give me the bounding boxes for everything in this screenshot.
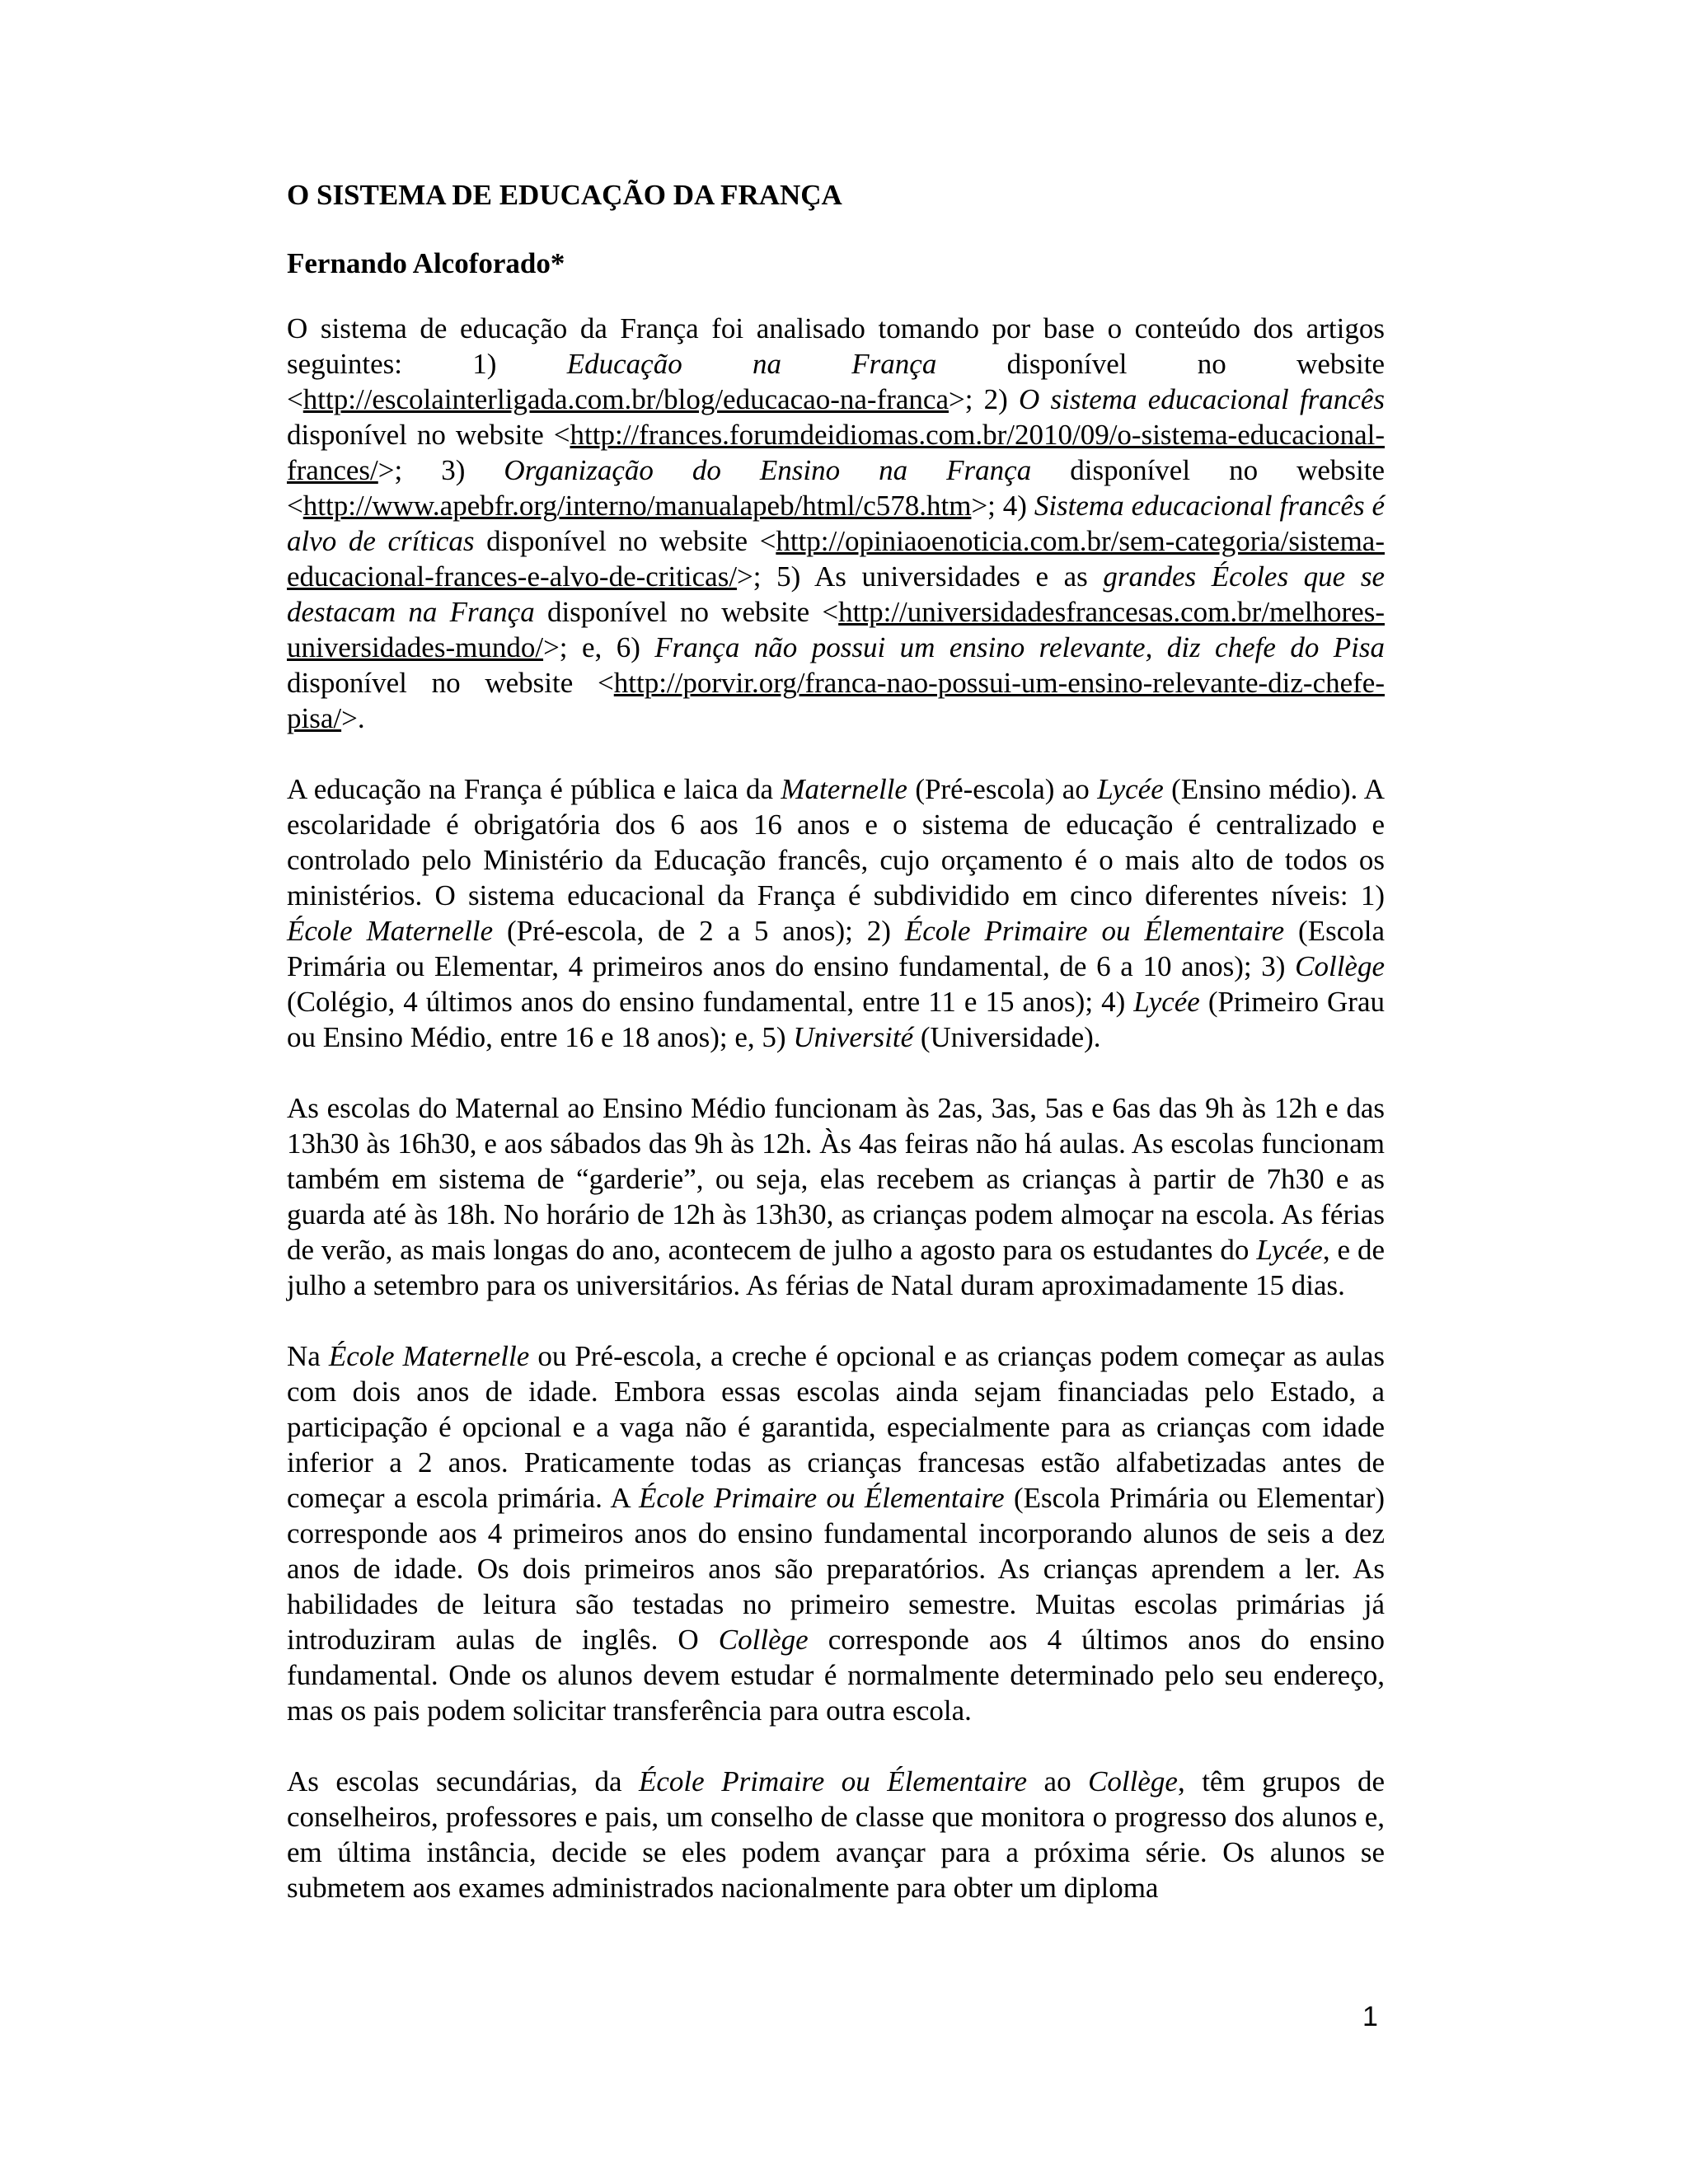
article-title-3: Organização do Ensino na França — [504, 454, 1032, 486]
document-author: Fernando Alcoforado* — [287, 247, 565, 279]
document-title: O SISTEMA DE EDUCAÇÃO DA FRANÇA — [287, 179, 842, 211]
paragraph-education-levels: A educação na França é pública e laica da Maternelle (Pré-escola) ao Lycée (Ensino médio). A escolaridade é obrigatória dos 6 aos 16 anos e o sistema de educação é centralizado e controlado pelo Ministério da Educação francês, cujo orçamento é o mais alto de todos os ministérios. O sistema educacional da França é subdividido em cinco diferentes níveis: 1) École Maternelle (Pré-escola, de 2 a 5 anos); 2) École Primaire ou Élementaire (Escola Primária ou Elementar, 4 primeiros anos do ensino fundamental, de 6 a 10 anos); 3) Collège (Colégio, 4 últimos anos do ensino fundamental, entre 11 e 15 anos); 4) Lycée (Primeiro Grau ou Ensino Médio, entre 16 e 18 anos); e, 5) Université (Universidade). — [287, 773, 1385, 1053]
page-number: 1 — [1362, 2001, 1378, 2032]
article-title-1: Educação na França — [566, 348, 937, 380]
paragraph-references: O sistema de educação da França foi analisado tomando por base o conteúdo dos artigos seguintes: 1) Educação na França disponível no website <http://escolainterligada.com.br/blog/educacao-na-franca>; 2) O sistema educacional francês disponível no website <http://frances.forumdeidiomas.com.br/2010/09/o-sistema-educacional-frances/>; 3) Organização do Ensino na França disponível no website <http://www.apebfr.org/interno/manualapeb/html/c578.htm>; 4) Sistema educacional francês é alvo de críticas disponível no website <http://opiniaoenoticia.com.br/sem-categoria/sistema-educacional-frances-e-alvo-de-criticas/>; 5) As universidades e as grandes Écoles que se destacam na França disponível no website <http://universidadesfrancesas.com.br/melhores-universidades-mundo/>; e, 6) França não possui um ensino relevante, diz chefe do Pisa disponível no website <http://porvir.org/franca-nao-possui-um-ensino-relevante-diz-chefe-pisa/>. — [287, 312, 1385, 734]
article-title-5: grandes Écoles que se destacam na França — [287, 560, 1385, 628]
paragraph-maternelle: Na École Maternelle ou Pré-escola, a creche é opcional e as crianças podem começar as aulas com dois anos de idade. Embora essas escolas ainda sejam financiadas pelo Estado, a participação é opcional e a vaga não é garantida, especialmente para as crianças com idade inferior a 2 anos. Praticamente todas as crianças francesas estão alfabetizadas antes de começar a escola primária. A École Primaire ou Élementaire (Escola Primária ou Elementar) corresponde aos 4 primeiros anos do ensino fundamental incorporando alunos de seis a dez anos de idade. Os dois primeiros anos são preparatórios. As crianças aprendem a ler. As habilidades de leitura são testadas no primeiro semestre. Muitas escolas primárias já introduziram aulas de inglês. O Collège corresponde aos 4 últimos anos do ensino fundamental. Onde os alunos devem estudar é normalmente determinado pelo seu endereço, mas os pais podem solicitar transferência para outra escola. — [287, 1340, 1386, 1727]
paragraph-school-schedule: As escolas do Maternal ao Ensino Médio funcionam às 2as, 3as, 5as e 6as das 9h às 12h e das 13h30 às 16h30, e aos sábados das 9h às 12h. Às 4as feiras não há aulas. As escolas funcionam também em sistema de “garderie”, ou seja, elas recebem as crianças à partir de 7h30 e as guarda até às 18h. No horário de 12h às 13h30, as crianças podem almoçar na escola. As férias de verão, as mais longas do ano, acontecem de julho a agosto para os estudantes do Lycée, e de julho a setembro para os universitários. As férias de Natal duram aproximadamente 15 dias. — [287, 1092, 1385, 1301]
paragraph-secondary-schools: As escolas secundárias, da École Primaire ou Élementaire ao Collège, têm grupos de conselheiros, professores e pais, um conselho de classe que monitora o progresso dos alunos e, em última instância, decide se eles podem avançar para a próxima série. Os alunos se submetem aos exames administrados nacionalmente para obter um diploma — [287, 1765, 1385, 1904]
article-title-6: França não possui um ensino relevante, diz chefe do Pisa — [654, 631, 1385, 663]
link-reference-6[interactable]: http://porvir.org/franca-nao-possui-um-ensino-relevante-diz-chefe-pisa/ — [287, 667, 1385, 734]
article-title-4: Sistema educacional francês é alvo de críticas — [287, 490, 1385, 557]
article-title-2: O sistema educacional francês — [1019, 383, 1385, 415]
link-reference-1[interactable]: http://escolainterligada.com.br/blog/educacao-na-franca — [302, 383, 949, 415]
document-body — [287, 177, 1385, 1905]
link-reference-5[interactable]: http://universidadesfrancesas.com.br/melhores-universidades-mundo/ — [287, 596, 1385, 663]
link-reference-4[interactable]: http://opiniaoenoticia.com.br/sem-categoria/sistema-educacional-frances-e-alvo-de-criticas/ — [287, 525, 1385, 593]
link-reference-2[interactable]: http://frances.forumdeidiomas.com.br/2010/09/o-sistema-educacional-frances/ — [287, 419, 1385, 486]
link-reference-3[interactable]: http://www.apebfr.org/interno/manualapeb/html/c578.htm — [302, 490, 972, 522]
